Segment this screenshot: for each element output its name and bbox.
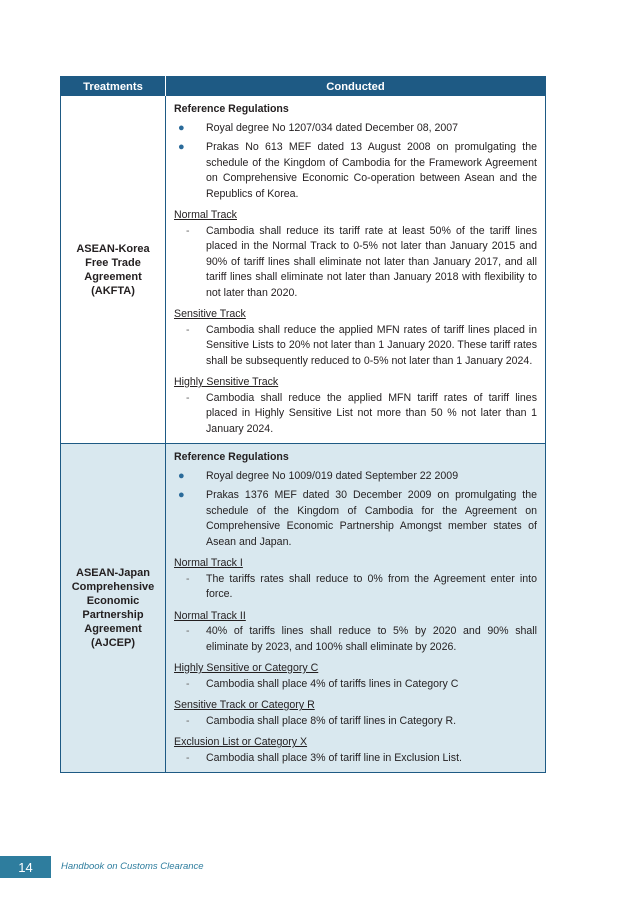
section-heading: Sensitive Track [174,308,246,320]
reference-regulations-title: Reference Regulations [174,103,289,115]
section-heading: Sensitive Track or Category R [174,699,315,711]
list-item: ● Prakas No 613 MEF dated 13 August 2008 on promulgating the schedule of the Kingdom of Cambodia for the Framework Agreement on Comprehensive Economic Co-operation between Asean and the Republics of Korea. [174,140,537,202]
section-heading: Highly Sensitive Track [174,376,279,388]
bullet-icon: ● [178,469,185,482]
conducted-cell [166,444,546,773]
bullet-icon: ● [178,141,185,153]
reference-regulations-title: Reference Regulations [174,451,289,463]
section-heading: Normal Track I [174,557,243,569]
conducted-cell [166,96,546,444]
dash-icon: - [186,625,190,637]
treatments-table [60,76,546,773]
dash-icon: - [186,572,190,585]
list-item: ● Royal degree No 1207/034 dated December 08, 2007 [174,121,537,137]
list-item: ● Royal degree No 1009/019 dated September 22 2009 [174,469,537,485]
section-heading: Exclusion List or Category X [174,736,308,748]
list-item: - Cambodia shall reduce the applied MFN rates of tariff lines placed in Sensitive Lists to 20% not later than 1 January 2020. These tariff rates shall be subsequently reduced to 0-5% not later than 1 January 2024. [174,323,537,370]
list-item: ● Prakas 1376 MEF dated 30 December 2009 on promulgating the schedule of the Kingdom of Cambodia for the Agreement on Comprehensive Economic Partnership Amongst member states of Asean and Japan. [174,488,537,550]
bullet-icon: ● [178,489,185,501]
table-row [61,444,546,773]
header-treatments: Treatments [61,77,166,97]
list-item: - Cambodia shall place 3% of tariff line in Exclusion List. [174,751,537,767]
table-header-row [61,77,546,97]
dash-icon: - [186,391,190,404]
list-item: - Cambodia shall reduce its tariff rate at least 50% of the tariff lines placed in the Normal Track to 0-5% not later than January 2015 and 90% of tariff lines shall eliminate not later than January 2017, and all tariff lines shall eliminate not later than January 2018 with flexibility to not later than 2020. [174,224,537,302]
list-item: - Cambodia shall reduce the applied MFN tariff rates of tariff lines placed in Highly Sensitive List not more than 50 % not later than 1 January 2024. [174,391,537,438]
header-conducted: Conducted [166,77,546,97]
list-item: - 40% of tariffs lines shall reduce to 5% by 2020 and 90% shall eliminate by 2023, and 100% shall eliminate by 2026. [174,624,537,655]
list-item: - Cambodia shall place 8% of tariff lines in Category R. [174,714,537,730]
section-heading: Normal Track [174,209,237,221]
list-item: - The tariffs rates shall reduce to 0% from the Agreement enter into force. [174,572,537,603]
dash-icon: - [186,714,190,727]
section-heading: Normal Track II [174,609,246,622]
dash-icon: - [186,677,190,690]
dash-icon: - [186,751,190,764]
table-row [61,96,546,444]
treatment-cell: ASEAN-Korea Free Trade Agreement (AKFTA) [61,96,166,444]
footer-title: Handbook on Customs Clearance [61,861,204,872]
dash-icon: - [186,323,190,336]
list-item: - Cambodia shall place 4% of tariffs lines in Category C [174,677,537,693]
treatment-cell: ASEAN-Japan Comprehensive Economic Partnership Agreement (AJCEP) [61,444,166,773]
section-heading: Highly Sensitive or Category C [174,662,319,674]
page-number: 14 [0,856,51,878]
bullet-icon: ● [178,121,185,134]
dash-icon: - [186,224,190,237]
